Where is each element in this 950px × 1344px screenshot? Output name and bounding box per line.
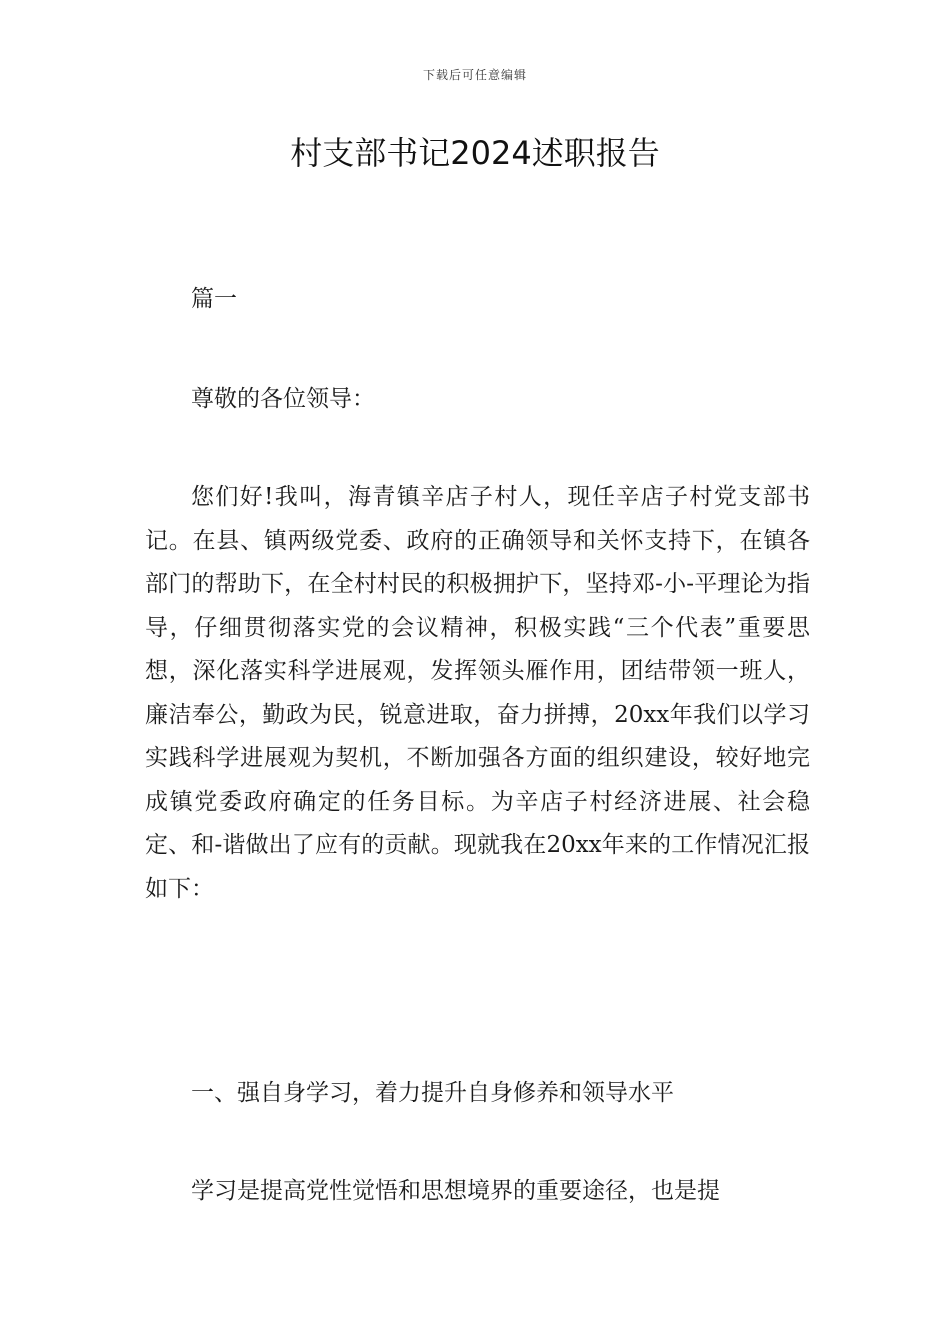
section-label: 篇一 [191, 286, 237, 312]
document-title: 村支部书记2024述职报告 [290, 134, 660, 172]
main-paragraph: 您们好!我叫，海青镇辛店子村人，现任辛店子村党支部书记。在县、镇两级党委、政府的正确领导和关怀支持下，在镇各部门的帮助下，在全村村民的积极拥护下，坚持邓-小-平理论为指导，仔细贯彻落实党的会议精神，积极实践“三个代表”重要思想，深化落实科学进展观，发挥领头雁作用，团结带领一班人，廉洁奉公，勤政为民，锐意进取，奋力拼搏，20xx年我们以学习实践科学进展观为契机，不断加强各方面的组织建设，较好地完成镇党委政府确定的任务目标。为辛店子村经济进展、社会稳定、和-谐做出了应有的贡献。现就我在20xx年来的工作情况汇报如下： [145, 484, 810, 902]
study-paragraph: 学习是提高党性觉悟和思想境界的重要途径，也是提 [191, 1178, 720, 1204]
header-note: 下载后可任意编辑 [422, 68, 527, 82]
greeting-line: 尊敬的各位领导： [191, 386, 375, 412]
section-heading-1: 一、强自身学习，着力提升自身修养和领导水平 [191, 1080, 674, 1106]
